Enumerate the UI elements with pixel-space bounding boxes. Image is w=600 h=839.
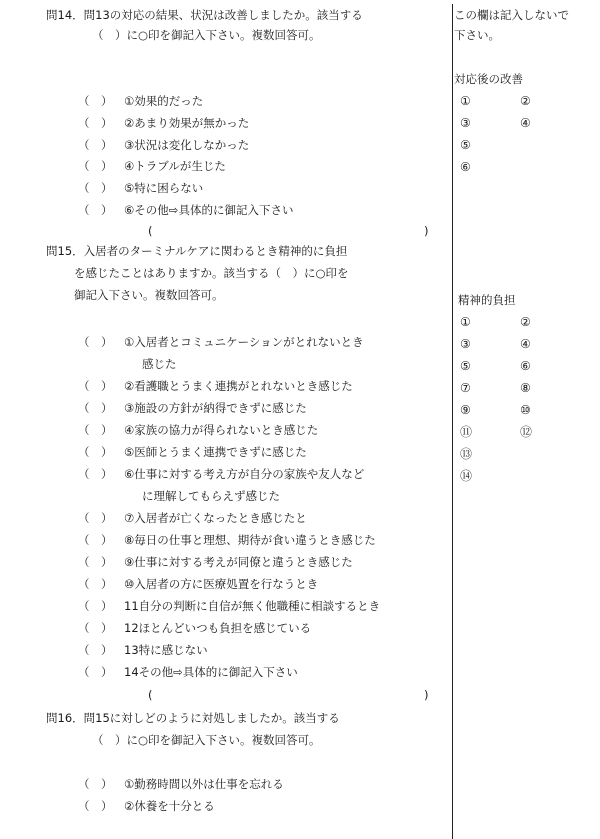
q15-code-1: ① xyxy=(460,315,471,329)
answer-paren[interactable]: （ ） xyxy=(78,799,113,813)
q15-code-13: ⑬ xyxy=(460,447,473,461)
q15-option-7[interactable]: （ ） ⑦入居者が亡くなったとき感じたと xyxy=(78,511,307,525)
q15-option-2[interactable]: （ ） ②看護職とうまく連携がとれないとき感じた xyxy=(78,379,353,393)
q15-code-5: ⑤ xyxy=(460,359,471,373)
q15-code-6: ⑥ xyxy=(520,359,531,373)
q15-code-2: ② xyxy=(520,315,531,329)
q15-title: 問15．入居者のターミナルケアに関わるとき精神的に負担 xyxy=(46,244,348,258)
answer-paren[interactable]: （ ） xyxy=(78,777,113,791)
q15-option-3[interactable]: （ ） ③施設の方針が納得できずに感じた xyxy=(78,401,307,415)
q15-code-3: ③ xyxy=(460,337,471,351)
q14-code-4: ④ xyxy=(520,116,531,130)
answer-paren[interactable]: （ ） xyxy=(78,577,113,591)
q15-option-6-cont: に理解してもらえず感じた xyxy=(142,489,280,503)
q14-option-4[interactable]: （ ） ④トラブルが生じた xyxy=(78,159,226,173)
answer-paren[interactable]: （ ） xyxy=(78,94,113,108)
q14-instruction: （ ）に○印を御記入下さい。複数回答可。 xyxy=(92,28,321,42)
q15-option-4[interactable]: （ ） ④家族の協力が得られないとき感じた xyxy=(78,423,319,437)
q14-blank-close: ) xyxy=(424,224,429,238)
answer-paren[interactable]: （ ） xyxy=(78,159,113,173)
q15-option-10[interactable]: （ ） ⑩入居者の方に医療処置を行なうとき xyxy=(78,577,319,591)
q16-instruction: （ ）に○印を御記入下さい。複数回答可。 xyxy=(92,733,321,747)
q15-option-14[interactable]: （ ） 14その他⇨具体的に御記入下さい xyxy=(78,665,298,679)
q15-option-13[interactable]: （ ） 13特に感じない xyxy=(78,643,208,657)
answer-paren[interactable]: （ ） xyxy=(78,379,113,393)
answer-paren[interactable]: （ ） xyxy=(78,467,113,481)
q15-option-9[interactable]: （ ） ⑨仕事に対する考えが同僚と違うとき感じた xyxy=(78,555,353,569)
q15-code-8: ⑧ xyxy=(520,381,531,395)
q15-code-11: ⑪ xyxy=(460,425,473,439)
column-divider xyxy=(452,4,453,839)
q14-option-2[interactable]: （ ） ②あまり効果が無かった xyxy=(78,116,250,130)
answer-paren[interactable]: （ ） xyxy=(78,116,113,130)
q15-code-7: ⑦ xyxy=(460,381,471,395)
q15-code-12: ⑫ xyxy=(520,425,533,439)
q15-code-14: ⑭ xyxy=(460,469,473,483)
q14-code-2: ② xyxy=(520,94,531,108)
q16-title: 問16．問15に対しどのように対処しましたか。該当する xyxy=(46,711,340,725)
answer-paren[interactable]: （ ） xyxy=(78,643,113,657)
answer-paren[interactable]: （ ） xyxy=(78,621,113,635)
answer-paren[interactable]: （ ） xyxy=(78,599,113,613)
q14-option-1[interactable]: （ ） ①効果的だった xyxy=(78,94,204,108)
answer-paren[interactable]: （ ） xyxy=(78,445,113,459)
q15-line2: を感じたことはありますか。該当する（ ）に○印を xyxy=(74,266,349,280)
answer-paren[interactable]: （ ） xyxy=(78,511,113,525)
q15-line3: 御記入下さい。複数回答可。 xyxy=(74,288,224,302)
side-note-line1: この欄は記入しないで xyxy=(454,8,569,22)
answer-paren[interactable]: （ ） xyxy=(78,533,113,547)
answer-paren[interactable]: （ ） xyxy=(78,138,113,152)
q16-option-1[interactable]: （ ） ①勤務時間以外は仕事を忘れる xyxy=(78,777,284,791)
q15-code-header: 精神的負担 xyxy=(458,293,516,307)
q15-option-12[interactable]: （ ） 12ほとんどいつも負担を感じている xyxy=(78,621,312,635)
q15-option-11[interactable]: （ ） 11自分の判断に自信が無く他職種に相談するとき xyxy=(78,599,381,613)
q14-blank-open: ( xyxy=(148,224,153,238)
q16-option-2[interactable]: （ ） ②休養を十分とる xyxy=(78,799,215,813)
q15-blank-close: ) xyxy=(424,688,429,702)
q15-blank-open: ( xyxy=(148,688,153,702)
q14-code-5: ⑤ xyxy=(460,138,471,152)
side-note-line2: 下さい。 xyxy=(454,28,500,42)
q15-option-5[interactable]: （ ） ⑤医師とうまく連携できずに感じた xyxy=(78,445,307,459)
q15-option-1[interactable]: （ ） ①入居者とコミュニケーションがとれないとき xyxy=(78,335,364,349)
q14-code-3: ③ xyxy=(460,116,471,130)
answer-paren[interactable]: （ ） xyxy=(78,423,113,437)
answer-paren[interactable]: （ ） xyxy=(78,335,113,349)
q14-title: 問14．問13の対応の結果、状況は改善しましたか。該当する xyxy=(46,8,363,22)
answer-paren[interactable]: （ ） xyxy=(78,203,113,217)
answer-paren[interactable]: （ ） xyxy=(78,401,113,415)
q15-option-6[interactable]: （ ） ⑥仕事に対する考え方が自分の家族や友人など xyxy=(78,467,365,481)
q15-code-10: ⑩ xyxy=(520,403,531,417)
q15-code-9: ⑨ xyxy=(460,403,471,417)
q15-option-8[interactable]: （ ） ⑧毎日の仕事と理想、期待が食い違うとき感じた xyxy=(78,533,376,547)
q14-code-header: 対応後の改善 xyxy=(454,72,523,86)
q14-option-6[interactable]: （ ） ⑥その他⇨具体的に御記入下さい xyxy=(78,203,294,217)
q14-code-1: ① xyxy=(460,94,471,108)
answer-paren[interactable]: （ ） xyxy=(78,181,113,195)
answer-paren[interactable]: （ ） xyxy=(78,555,113,569)
q15-option-1-cont: 感じた xyxy=(142,357,177,371)
q14-option-5[interactable]: （ ） ⑤特に困らない xyxy=(78,181,204,195)
q15-code-4: ④ xyxy=(520,337,531,351)
q14-option-3[interactable]: （ ） ③状況は変化しなかった xyxy=(78,138,250,152)
q14-code-6: ⑥ xyxy=(460,160,471,174)
answer-paren[interactable]: （ ） xyxy=(78,665,113,679)
